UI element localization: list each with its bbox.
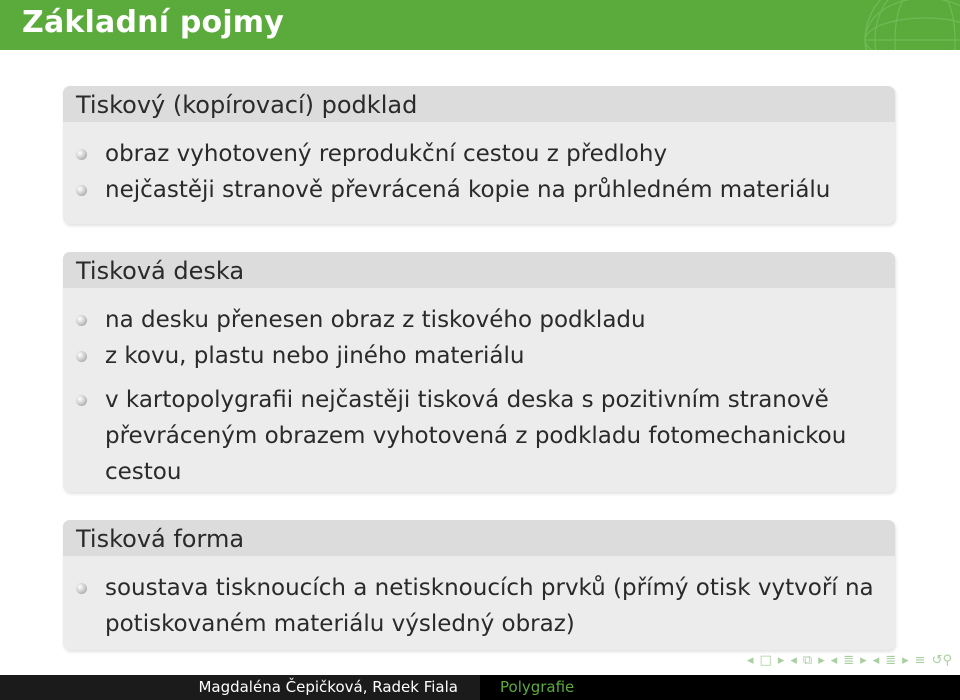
list-item (105, 302, 875, 338)
nav-search-icon[interactable]: ↺⚲ (931, 652, 952, 668)
block-printing-template (63, 86, 895, 224)
nav-subsection-icon[interactable]: ≣ (885, 652, 897, 668)
block-printing-form (63, 520, 895, 650)
nav-subsection-icon[interactable]: ≣ (843, 652, 855, 668)
block-body (63, 288, 895, 500)
list-item-text: nejčastěji stranově převrácená kopie na průhledném materiálu (105, 177, 831, 203)
bullet-icon (76, 185, 87, 196)
nav-prev-frame-icon[interactable]: ◂ (747, 652, 754, 668)
block-title (63, 252, 895, 288)
footer-course: Polygrafie (480, 675, 960, 700)
footer-authors: Magdaléna Čepičková, Radek Fiala (0, 675, 480, 700)
nav-section-icon[interactable]: ⧉ (802, 652, 813, 668)
bullet-icon (76, 583, 87, 594)
list-item-text: v kartopolygrafii nejčastěji tisková deska s pozitivním stranově převráceným obrazem vyhotovená z podkladu fotomechanickou cestou (105, 387, 847, 485)
slide-title: Základní pojmy (22, 5, 285, 40)
bullet-icon (76, 149, 87, 160)
nav-align-icon[interactable]: ≡ (914, 652, 926, 668)
nav-next-subsection-icon[interactable]: ▸ (860, 652, 867, 668)
navigation-bar (747, 650, 952, 670)
nav-frame-icon[interactable]: □ (759, 652, 772, 668)
nav-prev-section-icon[interactable]: ◂ (790, 652, 797, 668)
list-item-text: z kovu, plastu nebo jiného materiálu (105, 343, 525, 369)
list-item (105, 172, 875, 208)
globe-icon (830, 0, 960, 50)
list-item (105, 136, 875, 172)
list-item-text: na desku přenesen obraz z tiskového podkladu (105, 307, 646, 333)
bullet-icon (76, 315, 87, 326)
block-title-text: Tisková deska (76, 257, 245, 285)
bullet-icon (76, 395, 87, 406)
block-body (63, 122, 895, 218)
block-title-text: Tiskový (kopírovací) podklad (76, 91, 418, 119)
block-body (63, 556, 895, 652)
block-title (63, 520, 895, 556)
list-item (105, 570, 875, 642)
footer (0, 675, 960, 700)
nav-prev-subsection-icon[interactable]: ◂ (872, 652, 880, 668)
list-item-text: soustava tisknoucích a netisknoucích prvků (přímý otisk vytvoří na potiskovaném materiálu výsledný obraz) (105, 575, 874, 637)
list-item (105, 338, 875, 374)
nav-next-frame-icon[interactable]: ▸ (777, 652, 785, 668)
block-printing-plate (63, 252, 895, 492)
block-title-text: Tisková forma (76, 525, 245, 553)
nav-prev-subsection-icon[interactable]: ◂ (830, 652, 838, 668)
bullet-icon (76, 351, 87, 362)
block-title (63, 86, 895, 122)
nav-next-section-icon[interactable]: ▸ (818, 652, 825, 668)
list-item-text: obraz vyhotovený reprodukční cestou z předlohy (105, 141, 668, 167)
list-item (105, 382, 875, 490)
nav-next-subsection-icon[interactable]: ▸ (902, 652, 909, 668)
slide-title-bar (0, 0, 960, 50)
